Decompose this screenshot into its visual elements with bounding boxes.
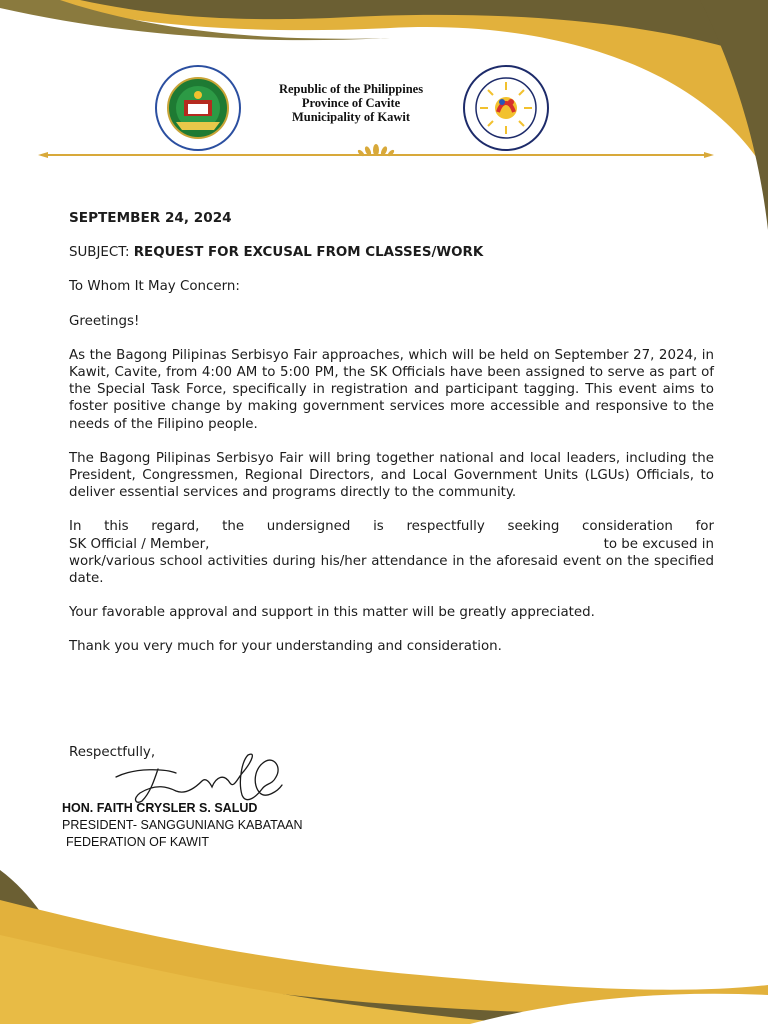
paragraph-3-line-2-start: SK Official / Member,: [69, 536, 210, 552]
letter-body: [69, 210, 714, 656]
signer-title-line-1: PRESIDENT- SANGGUNIANG KABATAAN: [62, 818, 303, 832]
closing: Respectfully,: [69, 745, 156, 760]
paragraph-3-line-2-end: to be excused in: [603, 536, 714, 552]
subject-label: SUBJECT:: [69, 245, 130, 261]
paragraph-3-line-2: [69, 536, 714, 553]
paragraph-3-line-1: In this regard, the undersigned is respectfully seeking consideration for: [69, 519, 714, 535]
paragraph-5: Thank you very much for your understanding and consideration.: [69, 639, 502, 655]
paragraph-1: As the Bagong Pilipinas Serbisyo Fair approaches, which will be held on September 27, 2024, in Kawit, Cavite, from 4:00 AM to 5:00 PM, the SK Officials have been assigned to serve as part of the Special Task Force, specifically in registration and participant tagging. This event aims to foster positive change by making government services more accessible and responsive to the needs of the Filipino people.: [69, 347, 714, 432]
sk-federation-seal-icon: [462, 64, 550, 152]
letter-date: SEPTEMBER 24, 2024: [69, 210, 232, 226]
signer-name: HON. FAITH CRYSLER S. SALUD: [62, 801, 258, 815]
signer-title-line-2: FEDERATION OF KAWIT: [66, 835, 210, 849]
paragraph-2: The Bagong Pilipinas Serbisyo Fair will bring together national and local leaders, including the President, Congressmen, Regional Directors, and Local Government Units (LGUs) Officials, to deliver essential services and programs directly to the community.: [69, 450, 714, 501]
signature-block: [62, 745, 382, 849]
government-header-text: [251, 82, 451, 124]
gov-line-municipality: Municipality of Kawit: [291, 110, 411, 124]
greeting: Greetings!: [69, 313, 140, 329]
handwritten-signature-icon: [106, 747, 286, 809]
letterhead: [0, 0, 768, 170]
letter-subject: [69, 244, 714, 261]
subject-text: REQUEST FOR EXCUSAL FROM CLASSES/WORK: [133, 245, 484, 261]
paragraph-3: [69, 518, 714, 587]
paragraph-3-rest: work/various school activities during his/her attendance in the aforesaid event on the specified date.: [69, 553, 714, 587]
paragraph-4: Your favorable approval and support in this matter will be greatly appreciated.: [69, 605, 595, 621]
name-blank-field: [236, 536, 576, 553]
municipal-seal-icon: [154, 64, 242, 152]
header-divider-ornament: [38, 143, 714, 163]
gov-line-republic: Republic of the Philippines: [278, 82, 424, 96]
salutation: To Whom It May Concern:: [69, 279, 240, 295]
signer-title: [62, 817, 303, 851]
gov-line-province: Province of Cavite: [301, 96, 401, 110]
